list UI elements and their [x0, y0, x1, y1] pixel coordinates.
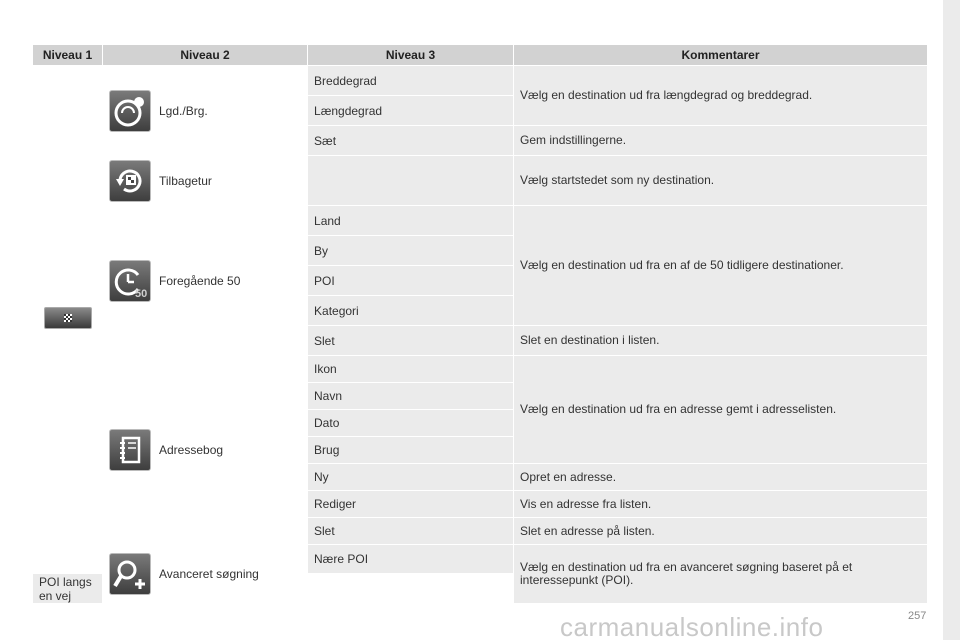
tilbagetur-icon-cell: [103, 156, 153, 206]
foregaende-level3-1: By: [308, 236, 514, 266]
lgd-level3-2: Sæt: [308, 126, 514, 156]
navigation-flag-icon: [44, 307, 92, 329]
header-level2: Niveau 2: [103, 45, 308, 66]
adressebog-level3-5: Rediger: [308, 491, 514, 518]
foregaende-level3-3: Kategori: [308, 296, 514, 326]
lgd-comment-set: Gem indstillingerne.: [514, 126, 928, 156]
header-comments: Kommentarer: [514, 45, 928, 66]
return-trip-icon: [109, 160, 151, 202]
table-row: [33, 66, 928, 96]
adressebog-comment-main: Vælg en destination ud fra en adresse gemt i adresselisten.: [514, 356, 928, 464]
tilbagetur-level3-empty: [308, 156, 514, 206]
menu-table: [32, 44, 928, 604]
header-level3: Niveau 3: [308, 45, 514, 66]
lgd-level3-1: Længdegrad: [308, 96, 514, 126]
adressebog-comment-rediger: Vis en adresse fra listen.: [514, 491, 928, 518]
clock-50-icon: [109, 260, 151, 302]
search-plus-icon: [109, 553, 151, 595]
lgd-icon-cell: [103, 66, 153, 156]
table-row: [33, 356, 928, 383]
page-number: 257: [908, 610, 927, 622]
avanceret-icon-cell: [103, 545, 153, 604]
adressebog-level3-4: Ny: [308, 464, 514, 491]
svg-text:50: 50: [135, 287, 148, 300]
foregaende-comment-slet: Slet en destination i listen.: [514, 326, 928, 356]
page-margin-bar: [943, 0, 960, 640]
table-row: [33, 545, 928, 574]
avanceret-level3-1: POI langs en vej: [33, 574, 103, 604]
adressebog-level3-1: Navn: [308, 383, 514, 410]
foregaende-level3-0: Land: [308, 206, 514, 236]
foregaende-level3-4: Slet: [308, 326, 514, 356]
avanceret-comment: Vælg en destination ud fra en avanceret søgning baseret på et interessepunkt (POI).: [514, 545, 928, 604]
lgd-level3-0: Breddegrad: [308, 66, 514, 96]
foregaende-level3-2: POI: [308, 266, 514, 296]
table-row: [33, 206, 928, 236]
foregaende-icon-cell: [103, 206, 153, 356]
header-row: [33, 45, 928, 66]
header-level1: Niveau 1: [33, 45, 103, 66]
watermark: carmanualsonline.info: [560, 612, 824, 642]
tilbagetur-label: Tilbagetur: [153, 156, 308, 206]
level1-cell: [33, 66, 103, 574]
adressebog-level3-3: Brug: [308, 437, 514, 464]
lgd-label: Lgd./Brg.: [153, 66, 308, 156]
foregaende-comment-main: Vælg en destination ud fra en af de 50 tidligere destinationer.: [514, 206, 928, 326]
lgd-comment-main: Vælg en destination ud fra længdegrad og breddegrad.: [514, 66, 928, 126]
adressebog-level3-0: Ikon: [308, 356, 514, 383]
avanceret-level3-0: Nære POI: [308, 545, 514, 574]
table-row: [33, 156, 928, 206]
adressebog-level3-6: Slet: [308, 518, 514, 545]
adressebog-icon-cell: [103, 356, 153, 545]
adressebog-label: Adressebog: [153, 356, 308, 545]
adressebog-level3-2: Dato: [308, 410, 514, 437]
tilbagetur-comment: Vælg startstedet som ny destination.: [514, 156, 928, 206]
foregaende-label: Foregående 50: [153, 206, 308, 356]
adressebog-comment-slet: Slet en adresse på listen.: [514, 518, 928, 545]
adressebog-comment-ny: Opret en adresse.: [514, 464, 928, 491]
avanceret-label: Avanceret søgning: [153, 545, 308, 604]
globe-satellite-icon: [109, 90, 151, 132]
address-book-icon: [109, 429, 151, 471]
